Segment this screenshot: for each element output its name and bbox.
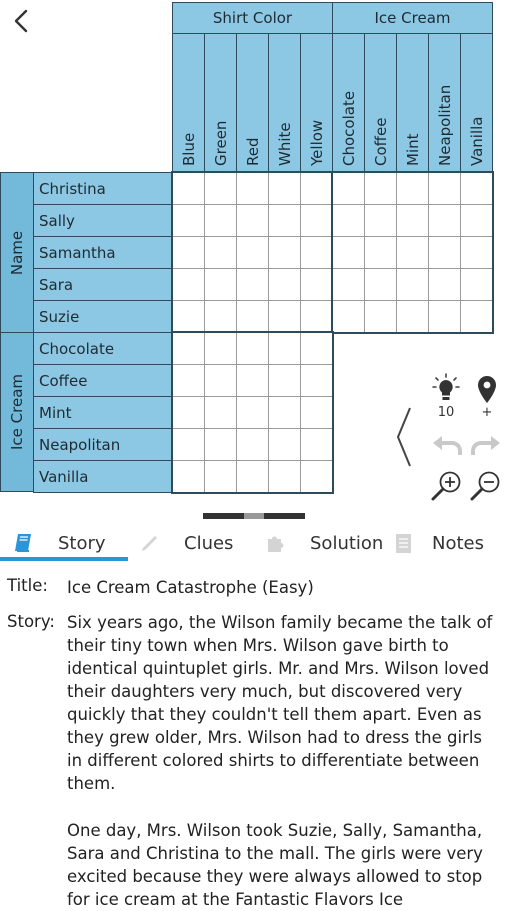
undo-icon [430,432,464,458]
grid-cell[interactable] [236,268,269,301]
column-header-yellow [300,33,333,173]
tab-clues[interactable] [138,528,233,558]
chevron-left-icon [394,404,414,470]
grid-cell[interactable] [204,460,237,493]
column-header-mint [396,33,429,173]
grid-cell[interactable] [428,204,461,237]
zoom-in-button[interactable] [430,468,464,502]
grid-cell[interactable] [236,460,269,493]
marker-label: + [481,405,493,420]
row-header-suzie: Suzie [33,300,173,333]
grid-cell[interactable] [172,364,205,397]
redo-button[interactable] [469,432,503,458]
grid-cell[interactable] [204,172,237,205]
grid-cell[interactable] [396,204,429,237]
redo-icon [469,432,503,458]
grid-cell[interactable] [172,236,205,269]
grid-cell[interactable] [268,364,301,397]
story-paragraph: Six years ago, the Wilson family became the talk of their tiny town when Mrs. Wilson gave birth to identical quintuplet girls. Mr. and Mrs. Wilson loved their daughters very much, but discovered very quickly that they couldn't tell them apart. Even as they grew older, Mrs. Wilson had to dress the girls in different colored shirts to differentiate between them. [67,613,493,793]
grid-cell[interactable] [236,364,269,397]
story-label: Story: [7,612,55,631]
grid-cell[interactable] [300,268,333,301]
grid-cell[interactable] [364,268,397,301]
grid-cell[interactable] [300,300,333,333]
tab-label: Notes [432,532,484,554]
grid-cell[interactable] [236,428,269,461]
zoom-out-icon [469,468,503,502]
grid-cell[interactable] [236,300,269,333]
grid-cell[interactable] [332,300,365,333]
tab-solution[interactable] [264,528,383,558]
column-header-red [236,33,269,173]
grid-cell[interactable] [428,300,461,333]
grid-cell[interactable] [268,396,301,429]
notepad-icon [394,531,414,555]
grid-cell[interactable] [396,268,429,301]
grid-cell[interactable] [172,300,205,333]
category-header-name [0,172,34,333]
grid-cell[interactable] [332,172,365,205]
tab-story[interactable] [12,528,106,558]
grid-cell[interactable] [172,332,205,365]
category-header-ice-cream-side [0,332,34,492]
grid-cell[interactable] [236,396,269,429]
grid-cell[interactable] [460,172,493,205]
grid-cell[interactable] [364,236,397,269]
map-pin-icon [474,374,500,406]
column-label: Vanilla [467,116,486,166]
book-icon [12,531,36,555]
grid-cell[interactable] [268,268,301,301]
grid-cell[interactable] [204,268,237,301]
grid-cell[interactable] [396,236,429,269]
row-header-mint: Mint [33,396,173,429]
grid-cell[interactable] [428,236,461,269]
puzzle-icon [264,531,288,555]
column-label: White [275,122,294,166]
grid-cell[interactable] [300,236,333,269]
grid-cell[interactable] [300,204,333,237]
column-header-white [268,33,301,173]
grid-cell[interactable] [364,300,397,333]
grid-cell[interactable] [332,268,365,301]
grid-cell[interactable] [300,364,333,397]
tab-label: Story [58,532,106,554]
column-label: Green [211,120,230,166]
story-paragraph: One day, Mrs. Wilson took Suzie, Sally, Samantha, Sara and Christina to the mall. The girls were very excited because they were always allowed to stop for ice cream at the Fantastic Flavors Ice [67,821,483,909]
row-header-chocolate: Chocolate [33,332,173,365]
grid-cell[interactable] [172,268,205,301]
grid-cell[interactable] [300,172,333,205]
grid-cell[interactable] [300,428,333,461]
grid-cell[interactable] [172,204,205,237]
grid-cell[interactable] [204,300,237,333]
active-tab-underline [0,557,128,561]
title-label: Title: [7,576,48,595]
category-label: Name [8,230,26,275]
column-label: Neapolitan [435,84,454,166]
grid-cell[interactable] [396,172,429,205]
story-title: Ice Cream Catastrophe (Easy) [67,578,314,597]
tab-label: Solution [310,532,384,554]
hint-button[interactable] [430,372,462,404]
grid-cell[interactable] [460,268,493,301]
grid-cell[interactable] [172,396,205,429]
column-header-vanilla [460,33,493,173]
grid-cell[interactable] [236,236,269,269]
grid-cell[interactable] [300,332,333,365]
grid-cell[interactable] [268,172,301,205]
category-label: Ice Cream [374,9,451,27]
row-header-neapolitan: Neapolitan [33,428,173,461]
grid-cell[interactable] [332,236,365,269]
grid-cell[interactable] [172,428,205,461]
column-header-blue [172,33,205,173]
column-label: Coffee [371,117,390,166]
grid-cell[interactable] [236,172,269,205]
row-header-vanilla: Vanilla [33,460,173,493]
grid-cell[interactable] [460,204,493,237]
hint-count: 10 [437,405,455,420]
column-header-green [204,33,237,173]
column-label: Mint [403,133,422,166]
grid-cell[interactable] [268,460,301,493]
grid-cell[interactable] [236,332,269,365]
row-header-samantha: Samantha [33,236,173,269]
grid-cell[interactable] [460,236,493,269]
collapse-toolbar-button[interactable] [394,404,414,470]
grid-cell[interactable] [268,428,301,461]
grid-cell[interactable] [204,364,237,397]
grid-cell[interactable] [364,204,397,237]
row-header-sally: Sally [33,204,173,237]
chevron-left-icon [8,6,36,36]
grid-cell[interactable] [204,236,237,269]
grid-cell[interactable] [204,332,237,365]
zoom-out-button[interactable] [469,468,503,502]
column-label: Yellow [307,119,326,166]
grid-cell[interactable] [268,300,301,333]
row-header-sara: Sara [33,268,173,301]
column-header-coffee [364,33,397,173]
row-header-christina: Christina [33,172,173,205]
column-header-chocolate [332,33,365,173]
grid-cell[interactable] [364,172,397,205]
grid-cell[interactable] [300,396,333,429]
grid-cell[interactable] [268,332,301,365]
grid-cell[interactable] [236,204,269,237]
undo-button[interactable] [430,432,464,458]
tab-label: Clues [184,532,234,554]
grid-cell[interactable] [268,204,301,237]
grid-cell[interactable] [204,396,237,429]
category-header-shirt-color [172,2,333,34]
grid-cell[interactable] [396,300,429,333]
column-label: Blue [179,132,198,166]
grid-cell[interactable] [428,172,461,205]
category-label: Ice Cream [8,373,26,451]
category-label: Shirt Color [212,9,293,27]
zoom-in-icon [430,468,464,502]
lightbulb-icon [430,372,462,404]
grid-cell[interactable] [460,300,493,333]
grid-cell[interactable] [204,204,237,237]
tab-notes[interactable] [394,528,484,558]
panel-scroll-indicator[interactable] [203,513,305,519]
row-header-coffee: Coffee [33,364,173,397]
grid-cell[interactable] [172,172,205,205]
column-label: Chocolate [339,90,358,166]
grid-cell[interactable] [428,268,461,301]
grid-cell[interactable] [172,460,205,493]
back-button[interactable] [8,6,36,36]
pencil-icon [138,531,162,555]
category-header-ice-cream [332,2,493,34]
grid-cell[interactable] [332,204,365,237]
column-header-neapolitan [428,33,461,173]
column-label: Red [243,137,262,166]
grid-cell[interactable] [300,460,333,493]
grid-cell[interactable] [204,428,237,461]
marker-button[interactable] [474,374,500,406]
grid-cell[interactable] [268,236,301,269]
